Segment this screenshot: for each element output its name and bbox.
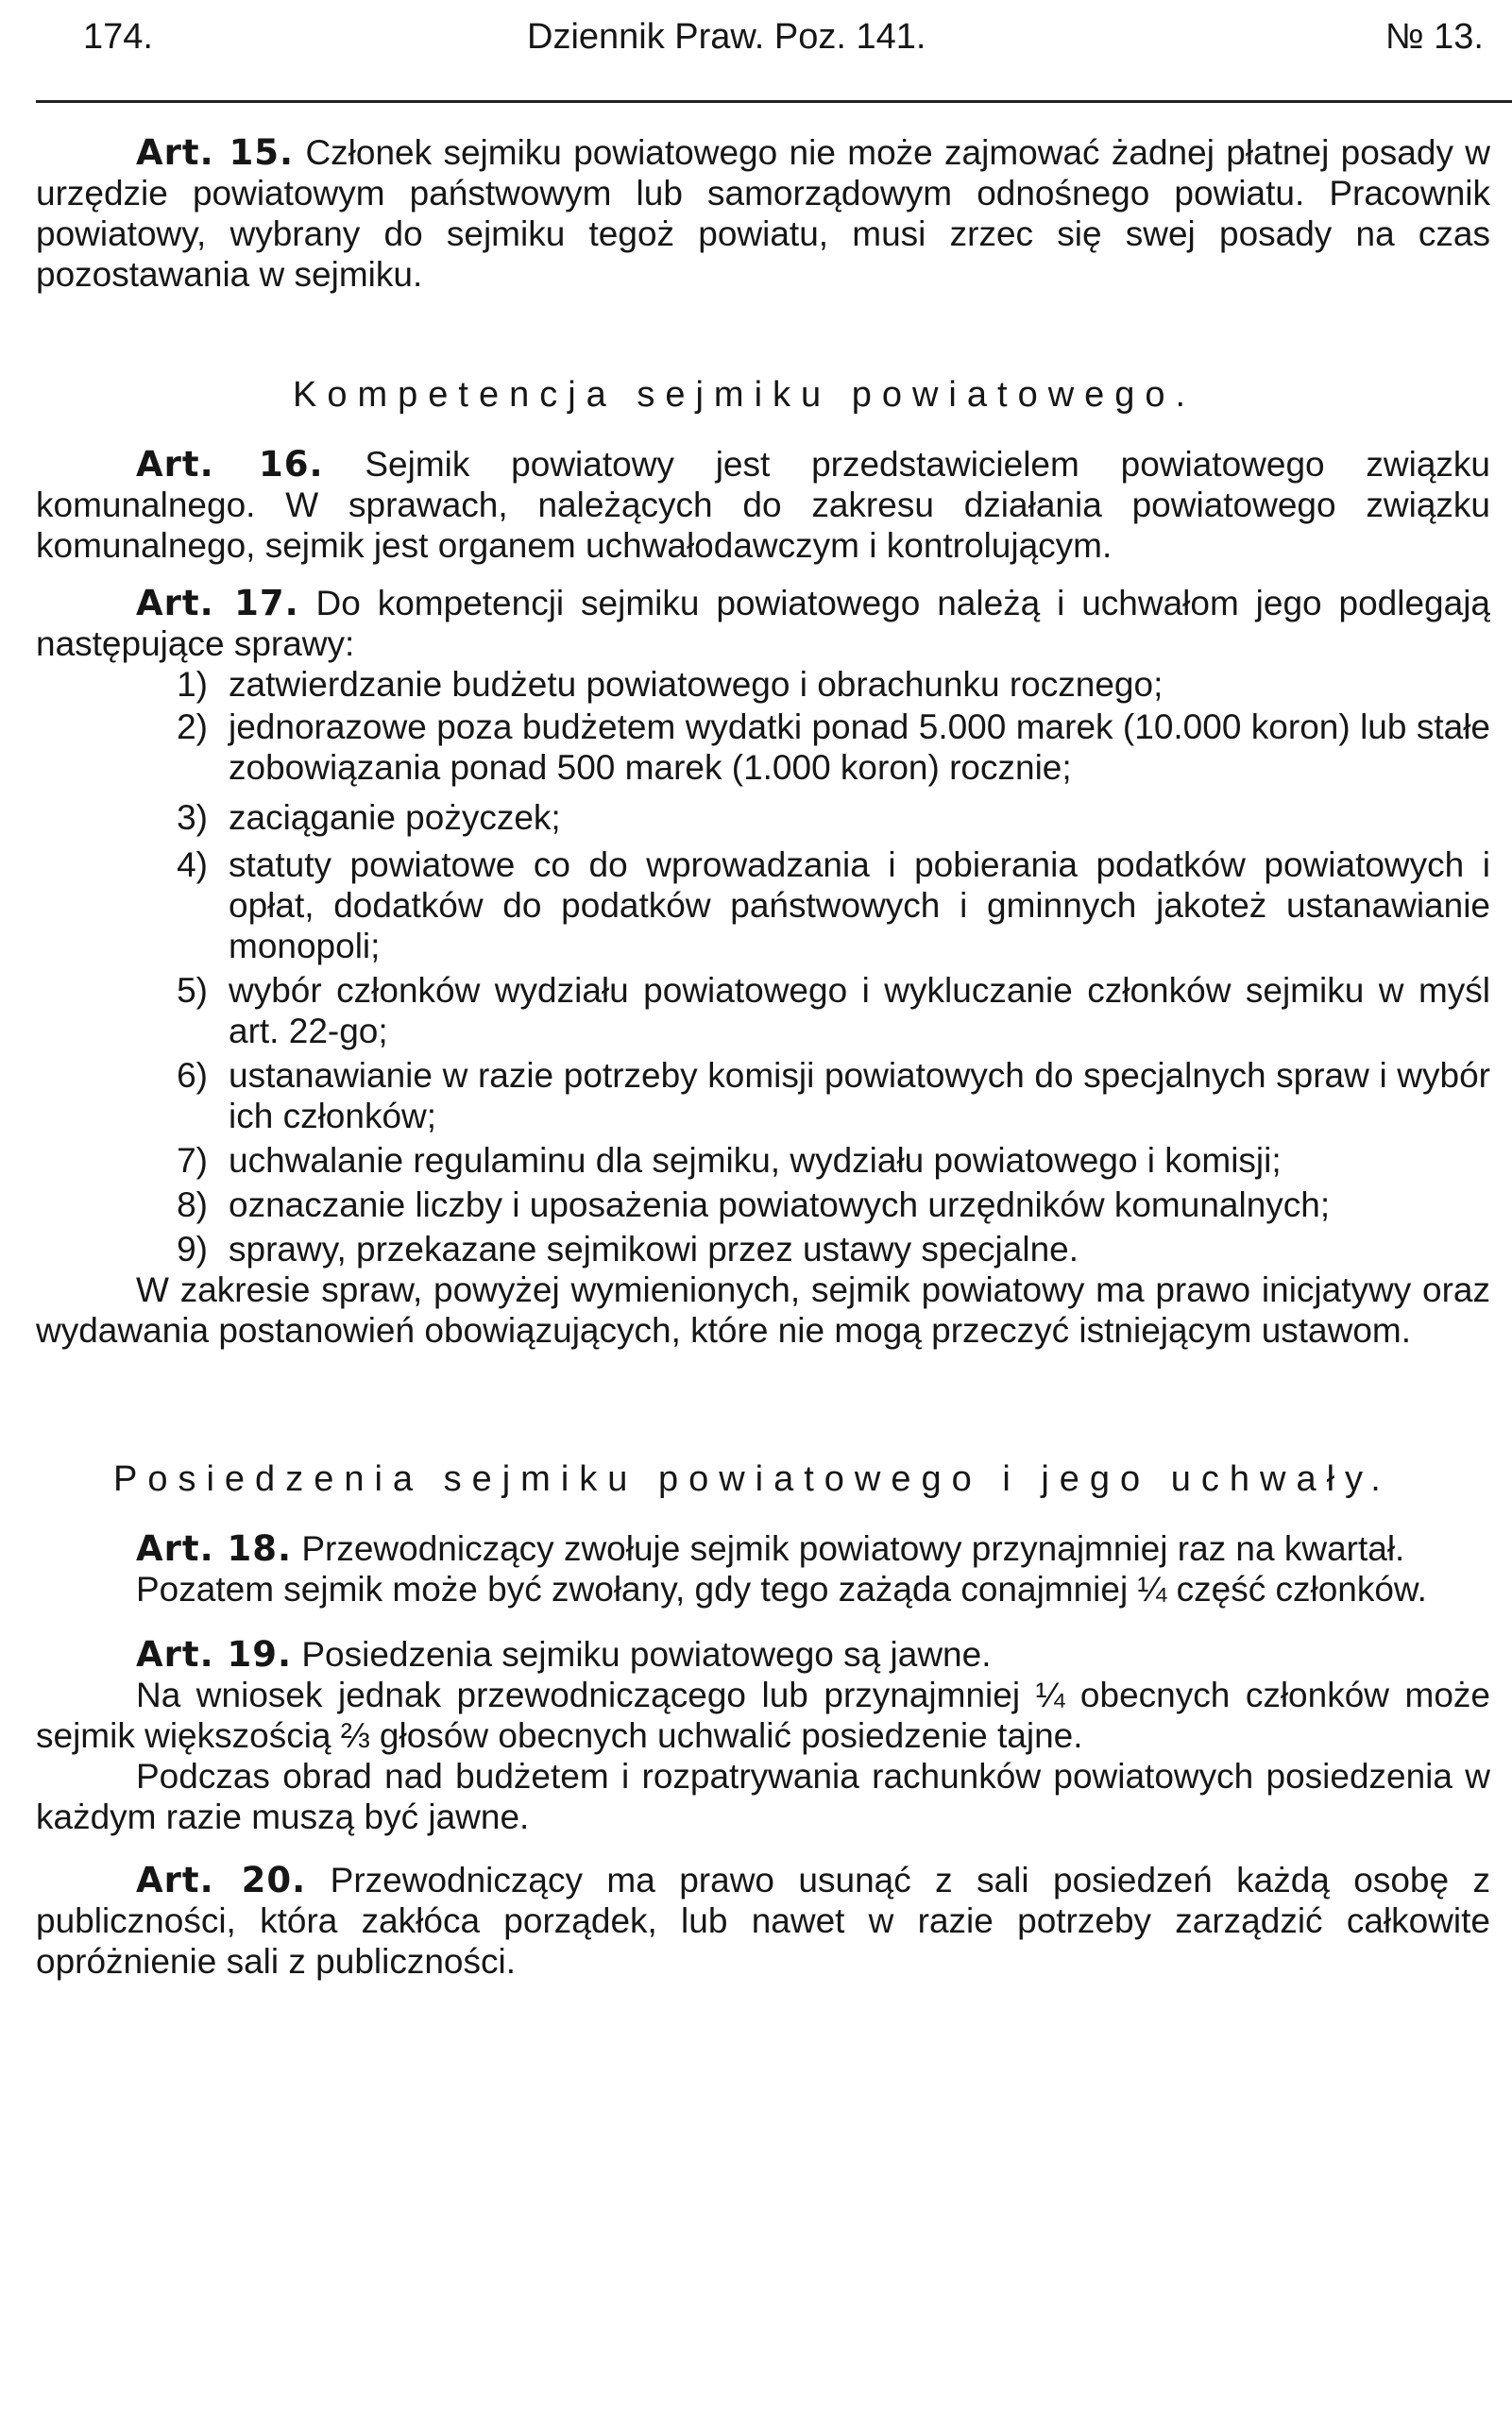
article-text: Członek sejmiku powiatowego nie może zajmować żadnej płatnej posady w urzędzie powiatowym państwowym lub samorządowym odnośnego powiatu. Pracownik powiatowy, wybrany do sejmiku tegoż powiatu, musi zrzec się swej posady na czas pozostawania w sejmiku. — [36, 133, 1490, 294]
item-number: 1) — [177, 665, 208, 704]
list-item — [36, 1184, 1490, 1225]
item-text: ustanawianie w razie potrzeby komisji powiatowych do specjalnych spraw i wybór ich członków; — [229, 1056, 1490, 1135]
article-20 — [36, 1860, 1490, 1982]
item-text: statuty powiatowe co do wprowadzania i pobierania podatków powiatowych i opłat, dodatków do podatków państwowych i gminnych jakoteż ustanawianie monopoli; — [229, 845, 1490, 965]
list-item — [36, 664, 1490, 705]
article-18 — [36, 1528, 1490, 1569]
item-number: 2) — [177, 707, 208, 746]
list-item — [36, 707, 1490, 788]
article-label: Art. 20. — [136, 1860, 307, 1900]
header-rule — [36, 100, 1512, 103]
article-label: Art. 19. — [136, 1634, 293, 1675]
article-label: Art. 18. — [136, 1528, 293, 1569]
article-17-intro — [36, 583, 1490, 664]
article-text: Do kompetencji sejmiku powiatowego należą i uchwałom jego podlegają następujące sprawy: — [36, 584, 1490, 663]
section-heading-sessions: Posiedzenia sejmiku powiatowego i jego uchwały. — [113, 1459, 1391, 1499]
article-label: Art. 17. — [136, 583, 299, 623]
item-text: uchwalanie regulaminu dla sejmiku, wydziału powiatowego i komisji; — [229, 1141, 1282, 1180]
article-18-para: Pozatem sejmik może być zwołany, gdy tego zażąda conajmniej ¼ część członków. — [136, 1570, 1427, 1609]
item-number: 9) — [177, 1230, 208, 1269]
item-text: sprawy, przekazane sejmikowi przez ustawy specjalne. — [229, 1230, 1079, 1269]
article-text: Przewodniczący zwołuje sejmik powiatowy przynajmniej raz na kwartał. — [301, 1529, 1405, 1568]
list-item — [36, 1140, 1490, 1181]
item-number: 7) — [177, 1141, 208, 1180]
item-text: wybór członków wydziału powiatowego i wykluczanie członków sejmiku w myśl art. 22-go; — [229, 971, 1490, 1050]
item-text: zatwierdzanie budżetu powiatowego i obrachunku rocznego; — [229, 665, 1164, 704]
section-heading-competence: Kompetencja sejmiku powiatowego. — [293, 375, 1197, 415]
item-number: 3) — [177, 798, 208, 837]
list-item — [36, 1229, 1490, 1269]
item-number: 4) — [177, 845, 208, 884]
issue-number: № 13. — [1385, 17, 1484, 57]
article-19-para: Podczas obrad nad budżetem i rozpatrywania rachunków powiatowych posiedzenia w każdym razie muszą być jawne. — [36, 1757, 1490, 1836]
list-item — [36, 797, 1490, 838]
article-15 — [36, 132, 1490, 295]
item-number: 8) — [177, 1185, 208, 1224]
item-text: oznaczanie liczby i uposażenia powiatowych urzędników komunalnych; — [229, 1185, 1331, 1224]
item-text: jednorazowe poza budżetem wydatki ponad 5.000 marek (10.000 koron) lub stałe zobowiązania ponad 500 marek (1.000 koron) rocznie; — [229, 707, 1490, 787]
article-19-para: Na wniosek jednak przewodniczącego lub przynajmniej ¼ obecnych członków może sejmik większością ⅔ głosów obecnych uchwalić posiedzenie tajne. — [36, 1676, 1490, 1755]
page-header — [83, 17, 1484, 74]
article-16 — [36, 444, 1490, 566]
article-label: Art. 15. — [136, 132, 295, 173]
article-text: Przewodniczący ma prawo usunąć z sali posiedzeń każdą osobę z publiczności, która zakłóca porządek, lub nawet w razie potrzeby zarządzić całkowite opróżnienie sali z publiczności. — [36, 1861, 1491, 1981]
article-17-closing: W zakresie spraw, powyżej wymienionych, sejmik powiatowy ma prawo inicjatywy oraz wydawania postanowień obowiązujących, które nie mogą przeczyć istniejącym ustawom. — [36, 1270, 1490, 1350]
article-text: Posiedzenia sejmiku powiatowego są jawne. — [301, 1635, 992, 1674]
list-item — [36, 1055, 1490, 1136]
item-text: zaciąganie pożyczek; — [229, 798, 561, 837]
page-number: 174. — [83, 17, 153, 57]
item-number: 6) — [177, 1056, 208, 1095]
journal-title: Dziennik Praw. Poz. 141. — [527, 17, 926, 57]
document-body — [36, 132, 1490, 1982]
competence-list — [36, 664, 1490, 1269]
item-number: 5) — [177, 971, 208, 1010]
list-item — [36, 844, 1490, 966]
article-19 — [36, 1634, 1490, 1675]
article-label: Art. 16. — [136, 444, 324, 485]
article-text: Sejmik powiatowy jest przedstawicielem powiatowego związku komunalnego. W sprawach, należących do zakresu działania powiatowego związku komunalnego, sejmik jest organem uchwałodawczym i kontrolującym. — [36, 445, 1490, 565]
list-item — [36, 970, 1490, 1051]
